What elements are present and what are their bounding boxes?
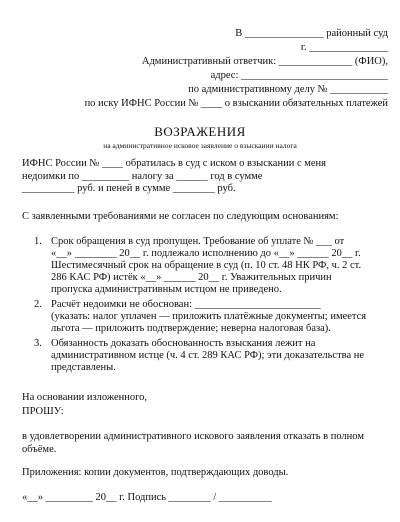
ground-line: 286 КАС РФ) истёк «__» ______ 20__ г. Уважительных причин [51, 272, 332, 283]
document-subtitle: на административное исковое заявление о взыскании налога [103, 141, 297, 150]
city-line: г. _______________ [300, 42, 388, 53]
ground-line: пропуска административным истцом не приведено. [51, 284, 282, 295]
ground-line: Срок обращения в суд пропущен. Требование об уплате № ___ от [51, 236, 345, 247]
signature-line: «__» _________ 20__ г. Подпись ________ / __________ [22, 492, 272, 503]
grounds-list [34, 236, 384, 374]
ground-item [34, 299, 384, 335]
ground-item [34, 236, 384, 296]
intro-line: недоимки по _________ налогу за ______ год в сумме [22, 170, 263, 182]
request-line: в удовлетворении административного искового заявления отказать в полном [22, 431, 364, 442]
ground-item [34, 338, 384, 374]
ground-line: Расчёт недоимки не обоснован: ________________________ [51, 299, 321, 310]
disagreement-statement: С заявленными требованиями не согласен по следующим основаниям: [22, 211, 339, 222]
intro-line: ИФНС России № ____ обратилась в суд с иском о взыскании с меня [22, 158, 326, 169]
ground-number: 1. [34, 236, 42, 247]
intro-line: __________ руб. и пеней в сумме ________ руб. [22, 183, 236, 194]
ground-line: «__» ________ 20__ г. подлежало исполнению до «__» ______ 20__ г. [51, 248, 361, 259]
ground-line: представлены. [51, 362, 116, 373]
ground-line: Обязанность доказать обоснованность взыскания лежит на [51, 338, 316, 349]
request-heading: ПРОШУ: [22, 406, 64, 417]
address-line: адрес: ____________________________ [210, 70, 388, 81]
request-line: объёме. [22, 443, 57, 455]
claim-line: по иску ИФНС России № ____ о взыскании обязательных платежей [84, 98, 388, 109]
request-paragraph [22, 431, 382, 456]
ground-line: льгота — приложить подтверждение; неверна налоговая база). [51, 323, 331, 334]
ground-line: административном истце (ч. 4 ст. 289 КАС РФ); эти доказательства не [51, 350, 365, 361]
ground-number: 2. [34, 299, 42, 310]
ground-line: Шестимесячный срок на обращение в суд (п. 10 ст. 48 НК РФ, ч. 2 ст. [51, 260, 362, 271]
basis-line: На основании изложенного, [22, 392, 148, 403]
attachments-line: Приложения: копии документов, подтверждающих доводы. [22, 467, 289, 478]
defendant-line: Административный ответчик: ______________ (ФИО), [141, 56, 388, 67]
document-title: ВОЗРАЖЕНИЯ [154, 124, 246, 139]
intro-paragraph [22, 158, 382, 196]
case-number-line: по административному делу № ___________ [188, 84, 388, 95]
court-line: В _______________ районный суд [235, 28, 388, 39]
ground-line: (указать: налог уплачен — приложить платёжные документы; имеется [51, 311, 367, 322]
ground-number: 3. [34, 338, 42, 349]
